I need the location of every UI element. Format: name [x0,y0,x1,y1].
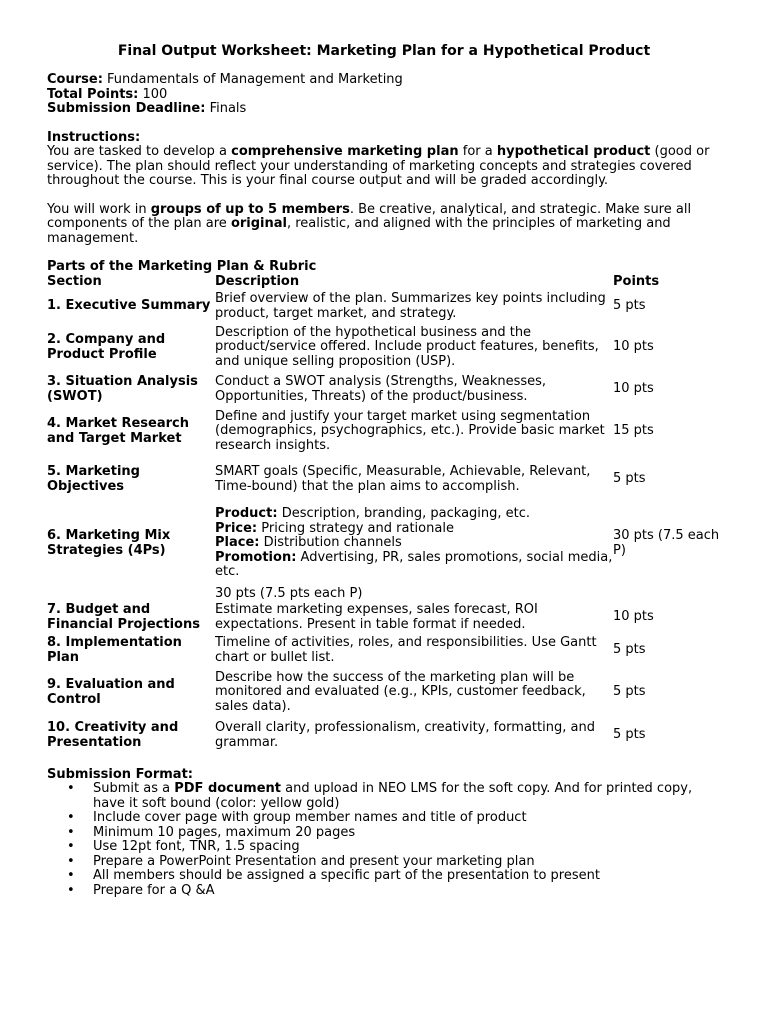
text-run: (good or service). The plan should reflect your understanding of marketing concepts and strategies covered throughout the course. This is your final course output and will be graded accordingly. [47,144,710,188]
emphasis-original: original [230,216,287,231]
mix-price-label: Price: [215,520,258,536]
list-item: • All members should be assigned a specific part of the presentation to present [47,869,693,884]
text-run: Submit as a [93,781,175,796]
points-cell: 5 pts [613,727,646,743]
table-row [47,290,727,324]
submission-section [47,768,727,899]
description-cell: Brief overview of the plan. Summarizes key points including product, target market, and strategy. [215,291,606,321]
instructions-paragraph-2 [47,203,715,247]
text-run: for a [458,144,497,159]
list-item: • Minimum 10 pages, maximum 20 pages [47,826,693,841]
marketing-mix-note: 30 pts (7.5 pts each P) [215,586,363,601]
emphasis-pdf-document: PDF document [174,781,281,796]
total-points-line [47,88,727,103]
section-cell: 1. Executive Summary [47,298,211,314]
text-run: You will work in [47,201,151,217]
mix-price-line [215,522,613,537]
description-cell: SMART goals (Specific, Measurable, Achievable, Relevant, Time-bound) that the plan aims to accomplish. [215,464,591,494]
mix-promotion-text: Advertising, PR, sales promotions, social media, etc. [215,549,613,580]
instructions-heading: Instructions: [47,129,141,145]
rubric-table [47,275,727,754]
list-item: • Prepare for a Q &A [47,884,693,899]
deadline-value: Finals [205,101,247,116]
mix-place-text: Distribution channels [259,535,402,551]
submission-list [47,782,727,898]
mix-promotion-label: Promotion: [215,549,297,565]
emphasis-hypothetical-product: hypothetical product [496,144,651,159]
section-cell: 8. Implementation Plan [47,635,182,665]
list-item: • Use 12pt font, TNR, 1.5 spacing [47,840,693,855]
rubric-header-row [47,275,727,290]
table-row [47,408,727,456]
course-meta [47,73,727,117]
points-cell: 15 pts [613,423,654,439]
total-points-label: Total Points: [47,86,139,102]
section-cell: 10. Creativity and Presentation [47,720,179,750]
description-cell: Description of the hypothetical business and the product/service offered. Include product features, benefits, and unique selling proposition (USP). [215,324,599,369]
section-cell: 6. Marketing Mix Strategies (4Ps) [47,528,171,558]
table-row [47,456,727,504]
emphasis-comprehensive-plan: comprehensive marketing plan [231,144,459,159]
worksheet-page [47,43,727,898]
points-cell: 5 pts [613,298,646,314]
section-cell: 4. Market Research and Target Market [47,416,190,446]
points-cell: 5 pts [613,642,646,658]
mix-place-line [215,536,613,551]
mix-product-text: Description, branding, packaging, etc. [277,506,531,522]
list-item: • Prepare a PowerPoint Presentation and present your marketing plan [47,855,693,870]
section-cell: 2. Company and Product Profile [47,332,166,362]
deadline-label: Submission Deadline: [47,101,206,116]
points-cell: 30 pts (7.5 each P) [613,528,720,558]
mix-promotion-line [215,551,613,580]
points-cell: 10 pts [613,609,654,625]
mix-place-label: Place: [215,535,260,551]
instructions-paragraph-1 [47,145,715,189]
course-value: Fundamentals of Management and Marketing [102,72,403,87]
description-cell: Describe how the success of the marketing plan will be monitored and evaluated (e.g., KPIs, customer feedback, sales data). [215,669,586,714]
mix-product-line [215,507,613,522]
course-label: Course: [47,72,103,87]
text-run: You are tasked to develop a [47,144,232,159]
table-row [47,584,727,602]
list-item: • Include cover page with group member names and title of product [47,811,693,826]
mix-price-text: Pricing strategy and rationale [257,520,454,536]
description-cell: Define and justify your target market using segmentation (demographics, psychographics, etc.). Provide basic market research insights. [215,408,605,453]
table-row [47,372,727,408]
document-title: Final Output Worksheet: Marketing Plan for a Hypothetical Product [117,43,651,59]
table-row [47,668,727,718]
text-run: . Be creative, analytical, and strategic. Make sure all components of the plan are [47,201,692,231]
rubric-heading: Parts of the Marketing Plan & Rubric [47,259,317,274]
deadline-line [47,102,727,117]
description-cell: Conduct a SWOT analysis (Strengths, Weaknesses, Opportunities, Threats) of the product/business. [215,374,547,404]
column-header-points: Points [613,274,660,289]
course-line [47,73,727,88]
list-item [47,782,693,811]
section-cell: 9. Evaluation and Control [47,677,175,707]
instructions-section [47,131,727,247]
emphasis-group-size: groups of up to 5 members [150,201,350,217]
column-header-description: Description [215,274,300,289]
table-row [47,602,727,634]
table-row [47,324,727,372]
points-cell: 10 pts [613,381,654,397]
points-cell: 5 pts [613,684,646,700]
column-header-section: Section [47,274,102,289]
text-run: and upload in NEO LMS for the soft copy. And for printed copy, have it soft bound (color: yellow gold) [93,781,693,811]
section-cell: 7. Budget and Financial Projections [47,602,200,632]
table-row [47,718,727,754]
submission-heading: Submission Format: [47,766,193,782]
mix-product-label: Product: [215,506,278,522]
points-cell: 10 pts [613,339,654,355]
description-cell: Overall clarity, professionalism, creativity, formatting, and grammar. [215,720,595,750]
total-points-value: 100 [138,86,168,102]
marketing-mix-cell [215,504,613,584]
table-row [47,504,727,584]
table-row [47,634,727,668]
section-cell: 5. Marketing Objectives [47,464,140,494]
points-cell: 5 pts [613,471,646,487]
section-cell: 3. Situation Analysis (SWOT) [47,374,198,404]
description-cell: Timeline of activities, roles, and responsibilities. Use Gantt chart or bullet list. [215,635,597,665]
description-cell: Estimate marketing expenses, sales forecast, ROI expectations. Present in table format if needed. [215,602,538,632]
text-run: , realistic, and aligned with the principles of marketing and management. [47,216,671,246]
